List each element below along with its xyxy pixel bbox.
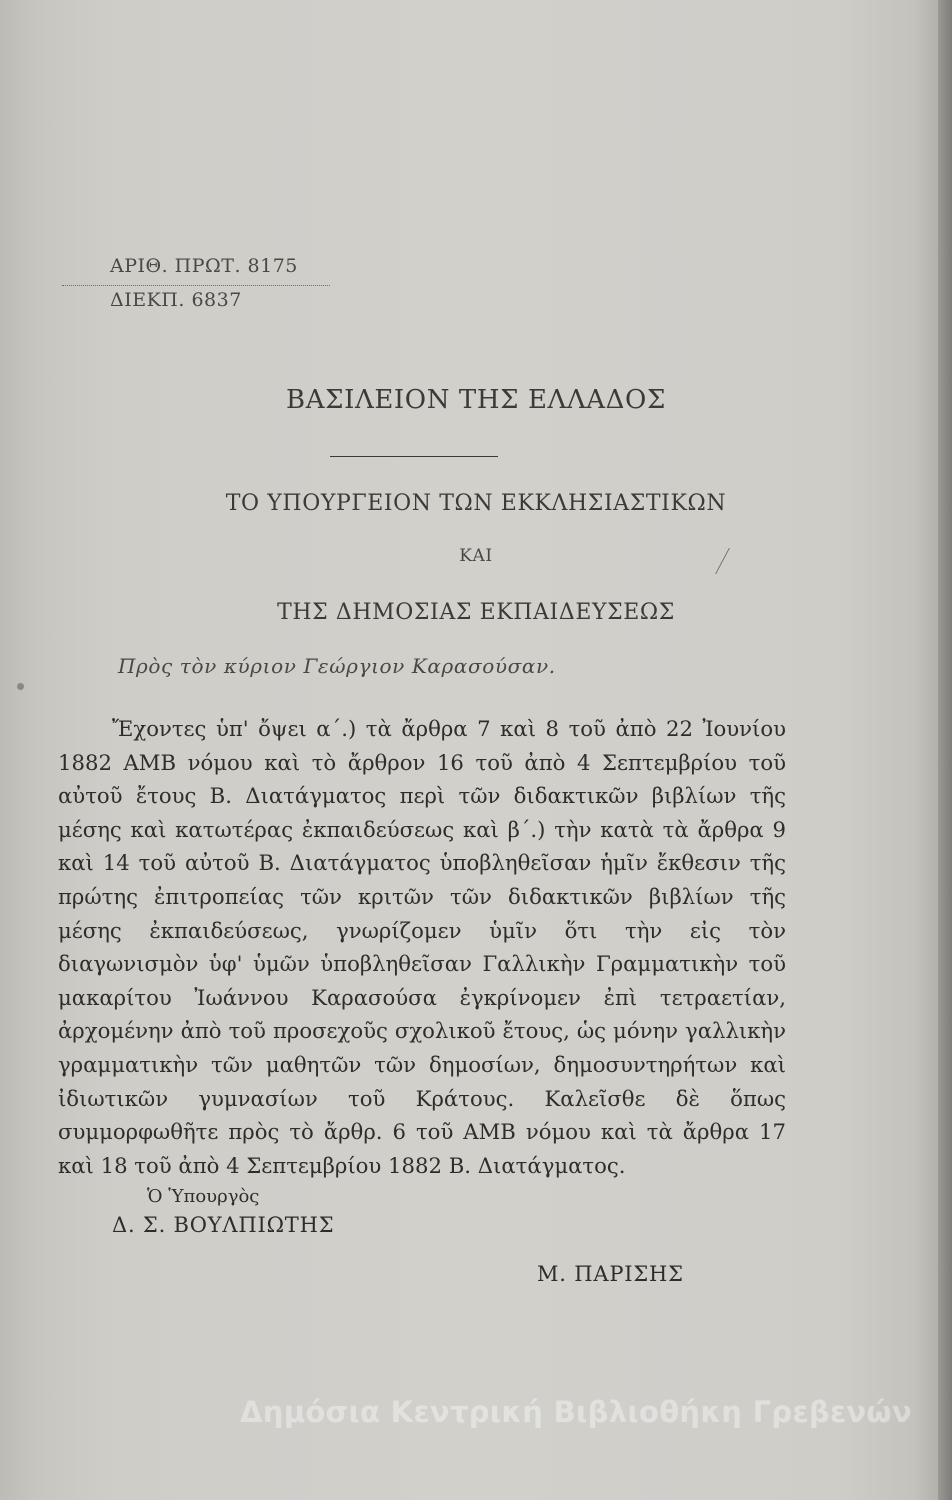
addressee-line: Πρὸς τὸν κύριον Γεώργιον Καρασούσαν. <box>118 654 556 678</box>
ink-spot <box>17 683 24 690</box>
ministry-heading-line-2: ΚΑΙ <box>459 546 493 566</box>
diekp-number: ΔΙΕΚΠ. 6837 <box>110 289 242 311</box>
minister-signature-block <box>112 1186 334 1237</box>
library-watermark: Δημόσια Κεντρική Βιβλιοθήκη Γρεβενών <box>240 1395 912 1429</box>
kingdom-heading: ΒΑΣΙΛΕΙΟΝ ΤΗΣ ΕΛΛΑΔΟΣ <box>286 385 666 415</box>
ministry-heading-line-1: ΤΟ ΥΠΟΥΡΓΕΙΟΝ ΤΩΝ ΕΚΚΛΗΣΙΑΣΤΙΚΩΝ <box>225 491 727 516</box>
letter-body <box>58 712 786 1182</box>
letter-body-paragraph: Ἔχοντες ὑπ' ὄψει α΄.) τὰ ἄρθρα 7 καὶ 8 τοῦ ἀπὸ 22 Ἰουνίου 1882 ΑΜΒ νόμου καὶ τὸ ἄρθρον 16 τοῦ ἀπὸ 4 Σεπτεμβρίου τοῦ αὐτοῦ ἔτους Β. Διατάγματος περὶ τῶν διδακτικῶν βιβλίων τῆς μέσης καὶ κατωτέρας ἐκπαιδεύσεως καὶ β΄.) τὴν κατὰ τὰ ἄρθρα 9 καὶ 14 τοῦ αὐτοῦ Β. Διατάγματος ὑποβληθεῖσαν ἡμῖν ἔκθεσιν τῆς πρώτης ἐπιτροπείας τῶν κριτῶν τῶν διδακτικῶν βιβλίων τῆς μέσης ἐκπαιδεύσεως, γνωρίζομεν ὑμῖν ὅτι τὴν εἰς τὸν διαγωνισμὸν ὑφ' ὑμῶν ὑποβληθεῖσαν Γαλλικὴν Γραμματικὴν τοῦ μακαρίτου Ἰωάννου Καρασούσα ἐγκρίνομεν ἐπὶ τετραετίαν, ἀρχομένην ἀπὸ τοῦ προσεχοῦς σχολικοῦ ἔτους, ὡς μόνην γαλλικὴν γραμματικὴν τῶν μαθητῶν τῶν δημοσίων, δημοσυντηρήτων καὶ ἰδιωτικῶν γυμνασίων τοῦ Κράτους. Καλεῖσθε δὲ ὅπως συμμορφωθῆτε πρὸς τὸ ἄρθρ. 6 τοῦ ΑΜΒ νόμου καὶ τὰ ἄρθρα 17 καὶ 18 τοῦ ἀπὸ 4 Σεπτεμβρίου 1882 Β. Διατάγματος. <box>58 716 786 1178</box>
protocol-number: ΑΡΙΘ. ΠΡΩΤ. 8175 <box>110 255 298 277</box>
heading-divider <box>330 456 498 457</box>
minister-role: Ὁ Ὑπουργὸς <box>147 1186 260 1207</box>
protocol-dotted-rule <box>62 285 330 286</box>
ministry-heading-line-3: ΤΗΣ ΔΗΜΟΣΙΑΣ ΕΚΠΑΙΔΕΥΣΕΩΣ <box>277 600 675 625</box>
minister-name: Δ. Σ. ΒΟΥΛΠΙΩΤΗΣ <box>112 1213 335 1237</box>
countersign-name: Μ. ΠΑΡΙΣΗΣ <box>537 1262 684 1286</box>
page-edge-shadow <box>938 0 952 1500</box>
